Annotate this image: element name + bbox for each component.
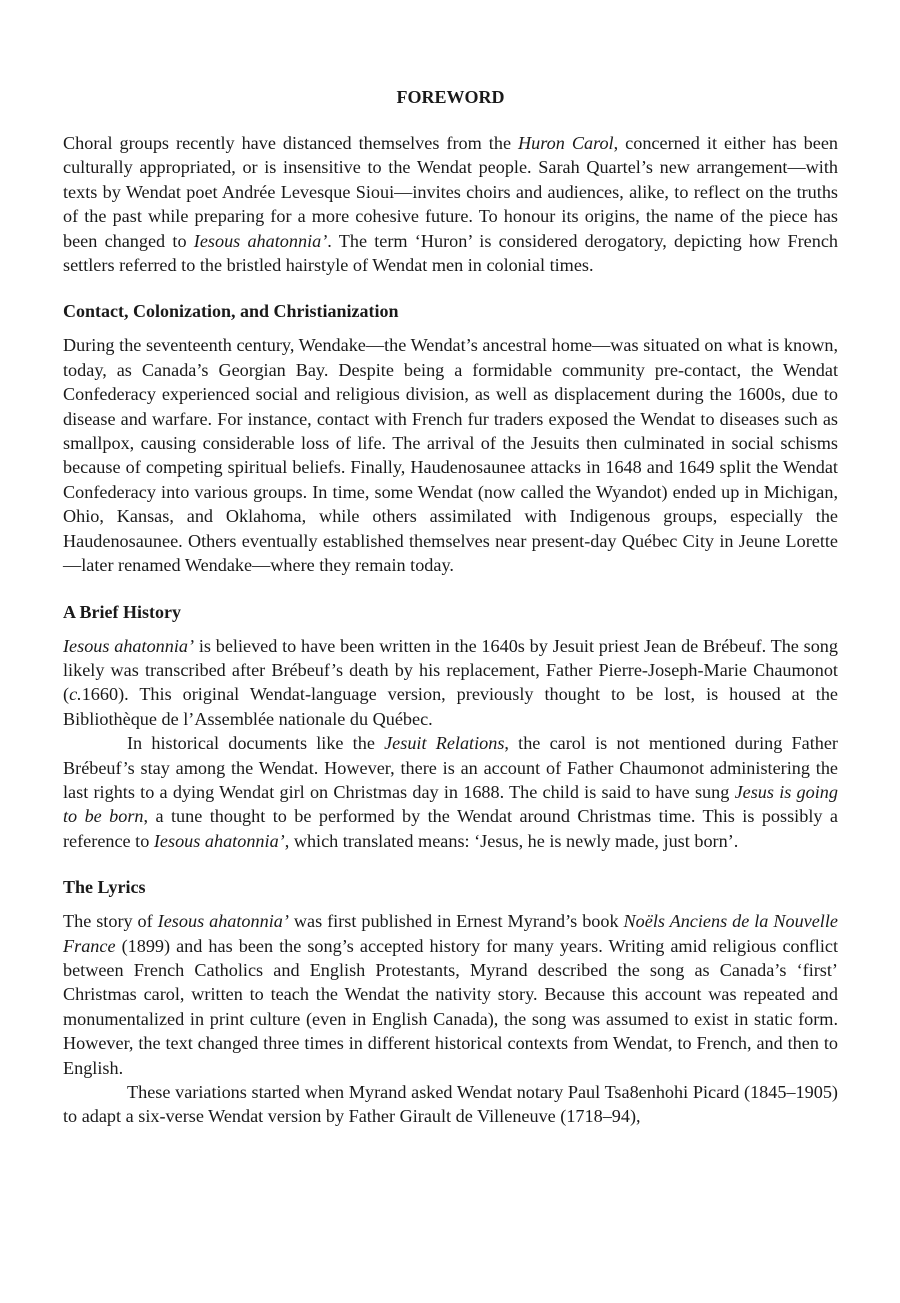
intro-text-2: , concerned it either has been culturally appropriated, or is insensitive to the Wendat people. Sarah Quartel’s new arrangement—with texts by Wendat poet Andrée Levesque Sioui—invites choirs and audiences, alike, to reflect on the truths of the past while preparing for a more cohesive future. To honour its origins, the name of the piece has been changed to [63, 133, 838, 251]
history-p2-text-1: In historical documents like the [127, 733, 385, 754]
history-p1-text-1: is believed to have been written in the 1640s by Jesuit priest Jean de Brébeuf. The song likely was transcribed after Brébeuf’s death by his replacement, Father Pierre-Joseph-Marie Chaumonot ( [63, 635, 838, 705]
lyrics-p1-italic-1: Iesous ahatonnia’ [157, 911, 289, 932]
intro-italic-iesous: Iesous ahatonnia’ [193, 230, 328, 251]
history-p2-italic-2: Jesus is going to be born [63, 781, 838, 827]
lyrics-paragraph-1 [63, 909, 838, 1080]
lyrics-p1-italic-2: Noëls Anciens de la Nouvelle France [63, 911, 838, 956]
history-p2-italic-3: Iesous ahatonnia’ [153, 830, 285, 851]
contact-paragraph: During the seventeenth century, Wendake—the Wendat’s ancestral home—was situated on what is known, today, as Canada’s Georgian Bay. Despite being a formidable community pre-contact, the Wendat Confederacy experienced social and religious division, as well as displacement during the 1600s, due to disease and warfare. For instance, contact with French fur traders exposed the Wendat to diseases such as smallpox, causing considerable loss of life. The arrival of the Jesuits then culminated in social schisms because of competing spiritual beliefs. Finally, Haudenosaunee attacks in 1648 and 1649 split the Wendat Confederacy into various groups. In time, some Wendat (now called the Wyandot) ended up in Michigan, Ohio, Kansas, and Oklahoma, while others assimilated with Indigenous groups, especially the Haudenosaunee. Others eventually established themselves near present-day Québec City in Jeune Lorette—later renamed Wendake—where they remain today. [63, 335, 838, 576]
history-p2-text-2: , the carol is not mentioned during Father Brébeuf’s stay among the Wendat. However, there is an account of Father Chaumonot administering the last rights to a dying Wendat girl on Christmas day in 1688. The child is said to have sung [63, 733, 838, 802]
page-title: FOREWORD [396, 87, 505, 107]
history-paragraph-2 [63, 731, 838, 853]
lyrics-paragraph-2: These variations started when Myrand asked Wendat notary Paul Tsa8enhohi Picard (1845–1905) to adapt a six-verse Wendat version by Father Girault de Villeneuve (1718–94), [63, 1082, 838, 1127]
history-paragraph-1 [63, 634, 838, 732]
history-p2-text-4: , which translated means: ‘Jesus, he is newly made, just born’. [284, 830, 739, 851]
intro-paragraph [63, 131, 838, 277]
history-p1-text-2: 1660). This original Wendat-language version, previously thought to be lost, is housed at the Bibliothèque de l’Assemblée nationale du Québec. [63, 684, 838, 729]
history-p2-italic-1: Jesuit Relations [384, 733, 505, 754]
section-heading-contact: Contact, Colonization, and Christianization [63, 301, 399, 322]
intro-text-3: . The term ‘Huron’ is considered derogatory, depicting how French settlers referred to the bristled hairstyle of Wendat men in colonial times. [63, 230, 838, 276]
lyrics-p1-text-3: (1899) and has been the song’s accepted history for many years. Writing amid religious conflict between French Catholics and English Protestants, Myrand described the song as Canada’s ‘first’ Christmas carol, written to teach the Wendat the nativity story. Because this account was repeated and monumentalized in print culture (even in English Canada), the song was assumed to exist in static form. However, the text changed three times in different historical contexts from Wendat, to French, and then to English. [63, 935, 838, 1078]
intro-text-1: Choral groups recently have distanced themselves from the [63, 133, 519, 153]
lyrics-p1-text-1: The story of [63, 911, 158, 932]
section-heading-history: A Brief History [63, 601, 181, 622]
history-p2-text-3: , a tune thought to be performed by the Wendat around Christmas time. This is possibly a reference to [63, 806, 838, 851]
history-p1-italic-2: c. [69, 684, 82, 705]
section-heading-lyrics: The Lyrics [63, 877, 146, 898]
lyrics-p1-text-2: was first published in Ernest Myrand’s book [288, 911, 624, 932]
intro-italic-huron-carol: Huron Carol [518, 133, 614, 153]
history-p1-italic-1: Iesous ahatonnia’ [63, 635, 195, 656]
